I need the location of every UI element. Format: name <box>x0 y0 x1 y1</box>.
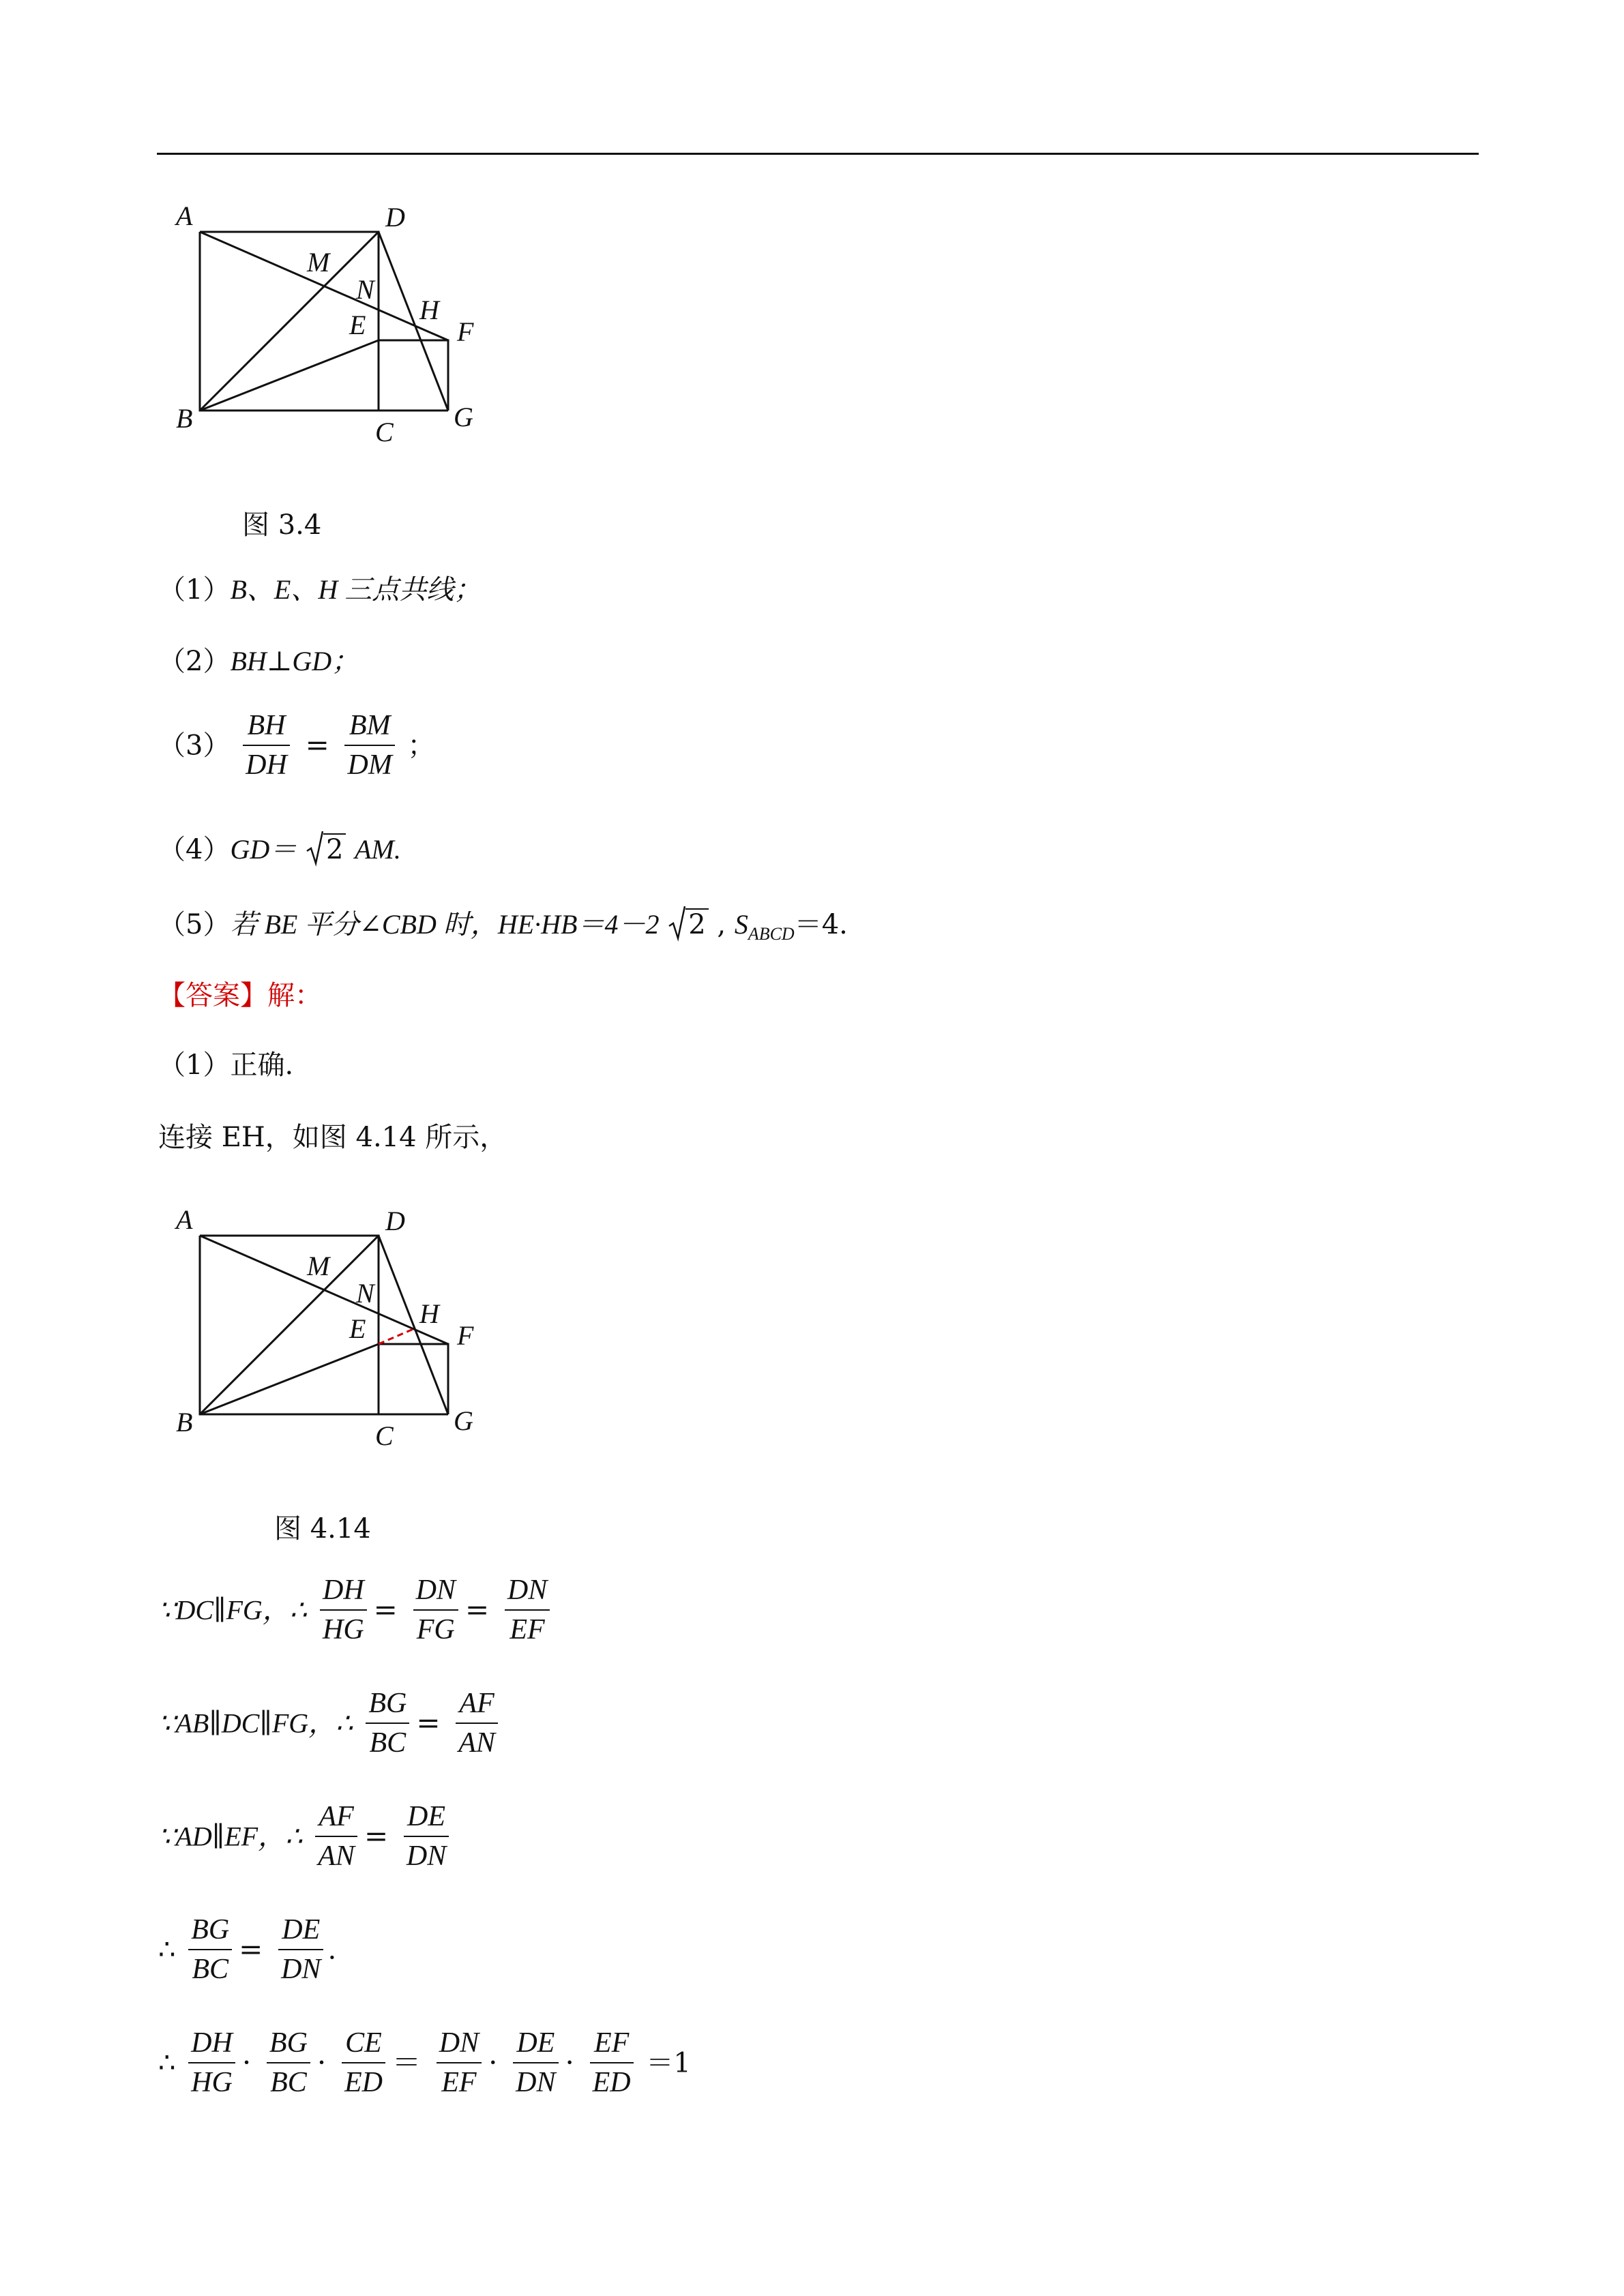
step-1: ∵DC∥FG，∴ $\frac{DH}{HG}$ = $\frac{DN}{FG}$ = $\frac{DN}{EF}$ <box>158 1574 554 1647</box>
fig1-label-a: A <box>176 200 193 231</box>
fig2-label-c: C <box>375 1420 394 1451</box>
figure-3-4-caption: 图 3.4 <box>242 509 322 541</box>
figure-4-14 <box>164 1202 505 1461</box>
fig1-label-f: F <box>457 316 474 347</box>
step-4: ∴ $\frac{BG}{BC}$ = $\frac{DE}{DN}$ . <box>158 1914 337 1986</box>
header-rule <box>157 153 1479 155</box>
step-2: ∵AB∥DC∥FG，∴ $\frac{BG}{BC}$ = $\frac{AF}{AN}$ <box>158 1687 502 1760</box>
answer-label: 【答案】解： <box>158 980 322 1011</box>
figure-4-14-caption: 图 4.14 <box>274 1513 371 1545</box>
item-3: （3） $\frac{BH}{DH}$ = $\frac{BM}{DM}$ ； <box>158 710 435 781</box>
item-1: （1）B、E、H 三点共线； <box>158 574 482 606</box>
fig1-label-c: C <box>375 417 394 447</box>
fig1-label-h: H <box>419 295 439 325</box>
fig2-label-f: F <box>457 1320 474 1351</box>
fig2-label-b: B <box>176 1407 193 1437</box>
item-5: （5）若 BE 平分∠CBD 时，HE·HB＝4－2 2 , $S_{ABCD}=4$. <box>158 908 848 943</box>
fig1-label-e: E <box>349 310 366 340</box>
answer-p1: （1）正确. <box>158 1049 294 1081</box>
fig2-label-m: M <box>307 1251 330 1281</box>
step-5: ∴ $\frac{DH}{HG}$ · $\frac{BG}{BC}$ · $\frac{CE}{ED}$ ＝ $\frac{DN}{EF}$ · $\frac{DE}{DN}$ · $\frac{EF}{ED}$ ＝1 <box>158 2027 691 2099</box>
answer-p2: 连接 EH，如图 4.14 所示， <box>158 1122 507 1153</box>
fig2-label-n: N <box>356 1278 374 1309</box>
aux-line-eh <box>379 1329 413 1344</box>
item-4: （4）GD＝ 2 AM. <box>158 833 401 865</box>
fig1-label-m: M <box>307 247 330 278</box>
fig2-label-e: E <box>349 1313 366 1344</box>
step-3: ∵AD∥EF，∴ $\frac{AF}{AN}$ = $\frac{DE}{DN}$ <box>158 1800 453 1873</box>
fig2-label-a: A <box>176 1204 193 1235</box>
fig1-label-d: D <box>385 202 405 233</box>
fig2-label-d: D <box>385 1206 405 1236</box>
item-2: （2）BH⊥GD； <box>158 646 359 677</box>
fig2-label-h: H <box>419 1298 439 1329</box>
fig1-label-b: B <box>176 403 193 434</box>
figure-3-4 <box>164 198 505 457</box>
fig2-label-g: G <box>454 1405 473 1436</box>
fig1-label-n: N <box>356 274 374 305</box>
fig1-label-g: G <box>454 402 473 432</box>
